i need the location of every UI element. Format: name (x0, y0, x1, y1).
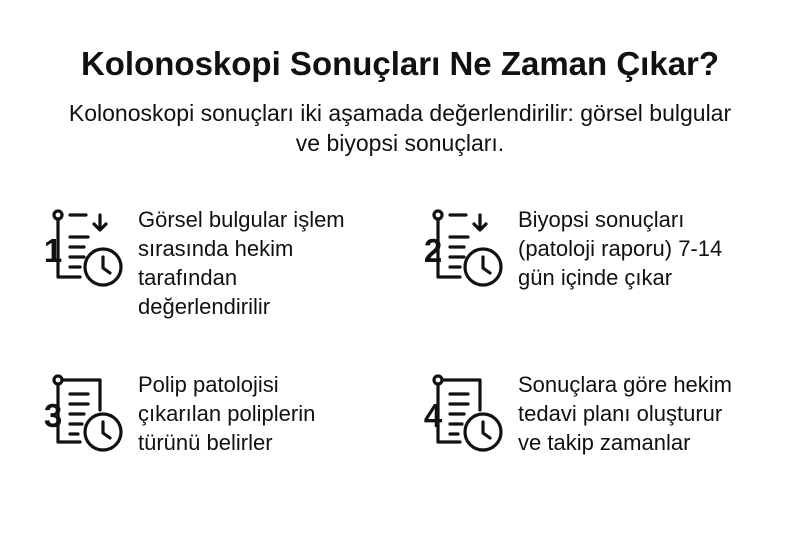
step-text-line: tedavi planı oluşturur (518, 401, 723, 426)
step-1 (40, 205, 390, 335)
step-number: 1 (43, 232, 63, 269)
step-text-line: çıkarılan poliplerin (138, 401, 316, 426)
step-text-line: Biyopsi sonuçları (518, 207, 685, 232)
subtitle-line-2: ve biyopsi sonuçları. (295, 130, 505, 156)
step-text-line: ve takip zamanlar (518, 430, 691, 455)
step-number: 3 (43, 397, 63, 434)
step-text-line: (patoloji raporu) 7-14 (518, 236, 723, 261)
step-text-line: gün içinde çıkar (518, 265, 673, 290)
step-number: 2 (423, 232, 443, 269)
step-3 (40, 370, 390, 500)
step-2 (420, 205, 770, 335)
step-text-line: Polip patolojisi (138, 372, 279, 397)
subtitle-line-1: Kolonoskopi sonuçları iki aşamada değerlendirilir: görsel bulgular (68, 100, 732, 126)
step-text-line: değerlendirilir (138, 294, 271, 319)
step-description (518, 370, 768, 457)
step-text-line: türünü belirler (138, 430, 273, 455)
step-text-line: Sonuçlara göre hekim (518, 372, 733, 397)
step-text-line: sırasında hekim (138, 236, 294, 261)
step-4 (420, 370, 770, 500)
step-text-line: tarafından (138, 265, 238, 290)
page-title: Kolonoskopi Sonuçları Ne Zaman Çıkar? (80, 45, 720, 82)
step-description (138, 370, 388, 457)
step-description (138, 205, 388, 321)
step-text-line: Görsel bulgular işlem (138, 207, 345, 232)
page-subtitle (0, 98, 800, 158)
step-number: 4 (423, 397, 443, 434)
step-description (518, 205, 768, 292)
